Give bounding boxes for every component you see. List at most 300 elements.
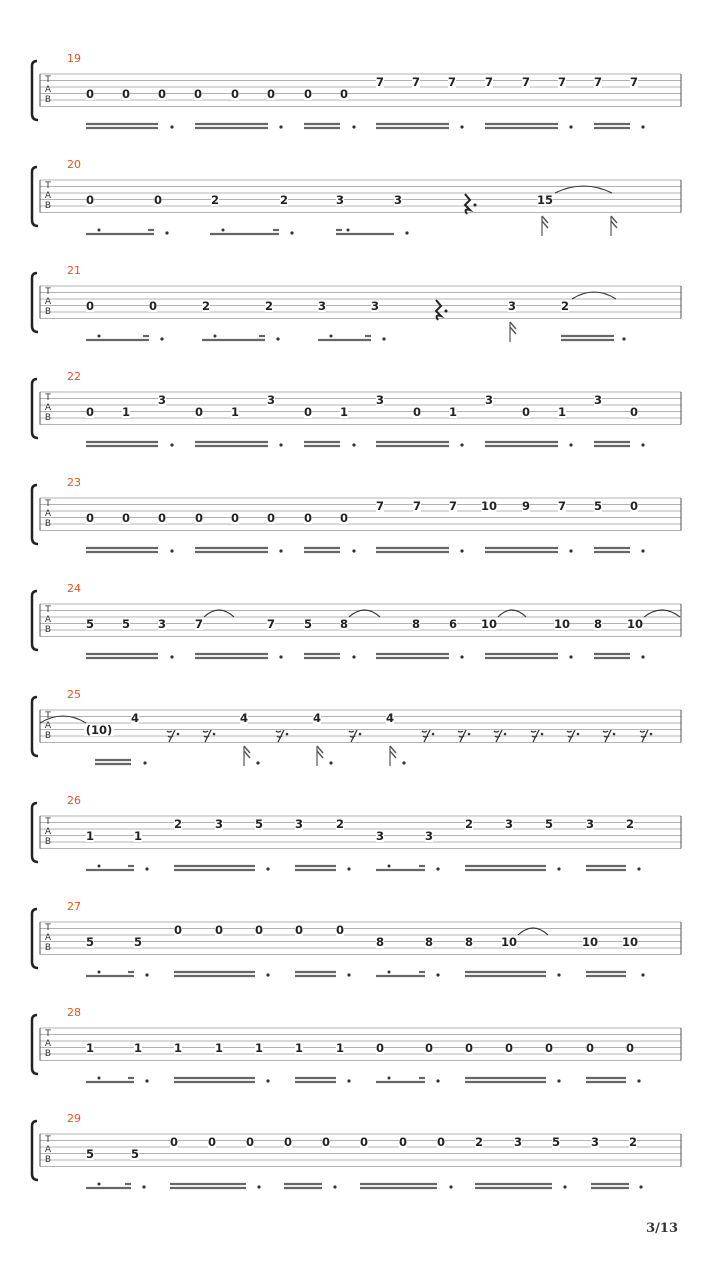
tie-arc <box>518 928 548 935</box>
tab-letter: A <box>44 1039 52 1049</box>
fret-number: 3 <box>393 193 403 207</box>
fret-number: 1 <box>254 1041 264 1055</box>
fret-number: 1 <box>214 1041 224 1055</box>
fret-number: 8 <box>593 617 603 631</box>
tab-letter: T <box>45 75 51 85</box>
rhythm-dot <box>279 125 282 128</box>
rhythm-dot <box>170 125 173 128</box>
rhythm-dot <box>256 761 259 764</box>
rhythm-dot <box>170 655 173 658</box>
fret-number: 1 <box>557 405 567 419</box>
measure-number: 24 <box>67 582 81 595</box>
fret-number: 5 <box>85 617 95 631</box>
tab-letter: T <box>45 711 51 721</box>
note-dot <box>388 1077 391 1080</box>
rhythm-dot <box>143 761 146 764</box>
fret-number: 7 <box>266 617 276 631</box>
rhythm-dot <box>436 1079 439 1082</box>
fret-number: 2 <box>464 817 474 831</box>
fret-number: 6 <box>448 617 458 631</box>
rest-dot <box>474 204 477 207</box>
note-dot <box>98 1183 101 1186</box>
rhythm-dot <box>622 337 625 340</box>
rest-flag <box>510 322 516 334</box>
fret-number: 0 <box>85 87 95 101</box>
rhythm-dot <box>352 125 355 128</box>
tab-letter: T <box>45 181 51 191</box>
measure-number: 29 <box>67 1112 81 1125</box>
rest-dot <box>613 733 616 736</box>
fret-number: 3 <box>294 817 304 831</box>
rhythm-dot <box>145 1079 148 1082</box>
rest-flag <box>317 746 323 758</box>
fret-number: 7 <box>412 499 422 513</box>
fret-number: 3 <box>484 393 494 407</box>
measure-number: 28 <box>67 1006 81 1019</box>
tie-arc <box>349 610 380 617</box>
rest-dot <box>577 733 580 736</box>
fret-number: 3 <box>507 299 517 313</box>
fret-number: 0 <box>193 87 203 101</box>
tab-letter: A <box>44 1145 52 1155</box>
fret-number: 0 <box>194 405 204 419</box>
fret-number: 7 <box>629 75 639 89</box>
measure-number: 20 <box>67 158 81 171</box>
fret-number: 3 <box>590 1135 600 1149</box>
rhythm-dot <box>170 443 173 446</box>
tab-letter: A <box>44 191 52 201</box>
note-dot <box>214 335 217 338</box>
rhythm-dot <box>170 549 173 552</box>
fret-number: 5 <box>254 817 264 831</box>
fret-number: 8 <box>411 617 421 631</box>
fret-number: 3 <box>585 817 595 831</box>
tab-letter: T <box>45 393 51 403</box>
fret-number: 0 <box>230 511 240 525</box>
rhythm-dot <box>639 1185 642 1188</box>
note-dot <box>347 229 350 232</box>
fret-number: 0 <box>230 87 240 101</box>
fret-number: 0 <box>629 499 639 513</box>
tab-letter: T <box>45 923 51 933</box>
fret-number: 0 <box>303 405 313 419</box>
fret-number: 4 <box>239 711 249 725</box>
system-bracket <box>32 1015 38 1074</box>
fret-number: 1 <box>133 829 143 843</box>
tab-letter: A <box>44 827 52 837</box>
fret-number: 3 <box>375 393 385 407</box>
tab-letter: T <box>45 605 51 615</box>
fret-number: 3 <box>504 817 514 831</box>
note-dot <box>98 971 101 974</box>
fret-number: 4 <box>385 711 395 725</box>
tab-system <box>32 370 681 447</box>
fret-number: 5 <box>85 1147 95 1161</box>
fret-number: 0 <box>424 1041 434 1055</box>
fret-number: 3 <box>266 393 276 407</box>
system-bracket <box>32 1121 38 1180</box>
tab-letter: A <box>44 721 52 731</box>
fret-number: 5 <box>593 499 603 513</box>
page-number: 3/13 <box>646 1221 678 1236</box>
fret-number: 0 <box>339 87 349 101</box>
tab-letter: B <box>44 1049 52 1059</box>
quarter-rest <box>465 194 470 214</box>
tab-letter: B <box>44 413 52 423</box>
note-dot <box>98 1077 101 1080</box>
tab-system <box>32 582 681 659</box>
fret-number: 1 <box>133 1041 143 1055</box>
system-bracket <box>32 379 38 438</box>
fret-number: 2 <box>628 1135 638 1149</box>
fret-number: 0 <box>121 87 131 101</box>
rhythm-dot <box>347 867 350 870</box>
tab-system <box>32 476 681 553</box>
tab-letter: T <box>45 1135 51 1145</box>
measure-number: 21 <box>67 264 81 277</box>
rhythm-dot <box>641 655 644 658</box>
fret-number: 0 <box>412 405 422 419</box>
rest-dot <box>213 733 216 736</box>
rest-dot <box>541 733 544 736</box>
fret-number: 10 <box>480 617 498 631</box>
measure-number: 26 <box>67 794 81 807</box>
fret-number: 10 <box>626 617 644 631</box>
tie-arc <box>572 292 616 299</box>
tab-letter: A <box>44 297 52 307</box>
fret-number: 7 <box>375 75 385 89</box>
fret-number: 0 <box>153 193 163 207</box>
tab-letter: B <box>44 837 52 847</box>
note-dot <box>388 865 391 868</box>
tab-system <box>32 794 681 871</box>
rhythm-dot <box>347 1079 350 1082</box>
tab-letter: B <box>44 519 52 529</box>
system-bracket <box>32 909 38 968</box>
fret-number: 2 <box>335 817 345 831</box>
rhythm-dot <box>266 1079 269 1082</box>
rest-flag <box>244 746 250 758</box>
rest-flag <box>542 216 548 228</box>
fret-number: 0 <box>436 1135 446 1149</box>
fret-number: 3 <box>513 1135 523 1149</box>
tab-letter: A <box>44 509 52 519</box>
tab-letter: B <box>44 943 52 953</box>
note-dot <box>98 865 101 868</box>
tab-letter: T <box>45 499 51 509</box>
tab-letter: B <box>44 201 52 211</box>
fret-number: 0 <box>85 299 95 313</box>
system-bracket <box>32 803 38 862</box>
fret-number: 2 <box>173 817 183 831</box>
tie-arc <box>498 610 526 617</box>
fret-number: 1 <box>335 1041 345 1055</box>
tab-letter: T <box>45 287 51 297</box>
fret-number: 1 <box>230 405 240 419</box>
fret-number: 10 <box>480 499 498 513</box>
rhythm-dot <box>352 549 355 552</box>
rhythm-dot <box>405 231 408 234</box>
rhythm-dot <box>449 1185 452 1188</box>
fret-number: 1 <box>121 405 131 419</box>
rhythm-dot <box>257 1185 260 1188</box>
fret-number: 2 <box>264 299 274 313</box>
fret-number: 0 <box>194 511 204 525</box>
tab-letter: A <box>44 933 52 943</box>
rhythm-dot <box>637 867 640 870</box>
rhythm-dot <box>460 125 463 128</box>
rhythm-dot <box>460 443 463 446</box>
tab-letter: A <box>44 615 52 625</box>
rest-flag <box>390 746 396 758</box>
fret-number: 7 <box>447 75 457 89</box>
rhythm-dot <box>460 549 463 552</box>
rhythm-dot <box>569 443 572 446</box>
fret-number: 0 <box>521 405 531 419</box>
fret-number: 0 <box>283 1135 293 1149</box>
rhythm-dot <box>557 867 560 870</box>
rhythm-dot <box>641 125 644 128</box>
tab-system <box>32 1112 681 1189</box>
quarter-rest <box>436 300 441 320</box>
tab-system <box>32 1006 681 1083</box>
rhythm-dot <box>637 1079 640 1082</box>
tab-letter: B <box>44 1155 52 1165</box>
measure-number: 27 <box>67 900 81 913</box>
fret-number: 0 <box>321 1135 331 1149</box>
fret-number: 3 <box>335 193 345 207</box>
fret-number: 0 <box>359 1135 369 1149</box>
fret-number: 2 <box>560 299 570 313</box>
system-bracket <box>32 61 38 120</box>
fret-number: 7 <box>593 75 603 89</box>
fret-number: 0 <box>157 87 167 101</box>
tab-system <box>32 900 681 977</box>
tab-letter: A <box>44 403 52 413</box>
fret-number: 3 <box>317 299 327 313</box>
fret-number: 3 <box>157 393 167 407</box>
tab-letter: B <box>44 95 52 105</box>
note-dot <box>222 229 225 232</box>
fret-number: 10 <box>621 935 639 949</box>
rhythm-dot <box>563 1185 566 1188</box>
fret-number: 0 <box>207 1135 217 1149</box>
fret-number: 10 <box>581 935 599 949</box>
rhythm-dot <box>266 867 269 870</box>
note-dot <box>98 229 101 232</box>
rhythm-dot <box>333 1185 336 1188</box>
fret-number: 7 <box>448 499 458 513</box>
tab-system <box>32 688 681 766</box>
fret-number: 1 <box>85 829 95 843</box>
fret-number: 0 <box>245 1135 255 1149</box>
rest-dot <box>468 733 471 736</box>
fret-number: 2 <box>474 1135 484 1149</box>
tab-system <box>32 158 681 236</box>
rhythm-dot <box>279 443 282 446</box>
measure-number: 19 <box>67 52 81 65</box>
fret-number: 3 <box>593 393 603 407</box>
fret-number: 0 <box>544 1041 554 1055</box>
fret-number: 5 <box>303 617 313 631</box>
fret-number: 3 <box>157 617 167 631</box>
rest-dot <box>504 733 507 736</box>
fret-number: 2 <box>201 299 211 313</box>
fret-number: 8 <box>424 935 434 949</box>
fret-number: 5 <box>551 1135 561 1149</box>
fret-number: 7 <box>375 499 385 513</box>
fret-number: 0 <box>585 1041 595 1055</box>
system-bracket <box>32 273 38 332</box>
rest-dot <box>286 733 289 736</box>
fret-number: 0 <box>335 923 345 937</box>
rhythm-dot <box>329 761 332 764</box>
rhythm-dot <box>382 337 385 340</box>
fret-number: 5 <box>544 817 554 831</box>
fret-number: 7 <box>521 75 531 89</box>
fret-number: 3 <box>375 829 385 843</box>
fret-number: 0 <box>629 405 639 419</box>
fret-number: 7 <box>411 75 421 89</box>
tie-arc <box>644 610 680 617</box>
rhythm-dot <box>266 973 269 976</box>
rhythm-dot <box>352 655 355 658</box>
rest-dot <box>359 733 362 736</box>
fret-number: 10 <box>553 617 571 631</box>
fret-number: 0 <box>294 923 304 937</box>
fret-number: 5 <box>130 1147 140 1161</box>
rhythm-dot <box>279 655 282 658</box>
rhythm-dot <box>347 973 350 976</box>
fret-number: 7 <box>557 499 567 513</box>
measure-number: 23 <box>67 476 81 489</box>
rhythm-dot <box>165 231 168 234</box>
fret-number: 0 <box>339 511 349 525</box>
rhythm-dot <box>436 973 439 976</box>
rest-flag <box>611 216 617 228</box>
rhythm-dot <box>145 973 148 976</box>
fret-number: 1 <box>173 1041 183 1055</box>
tab-letter: B <box>44 625 52 635</box>
fret-number: 0 <box>375 1041 385 1055</box>
tab-letter: T <box>45 817 51 827</box>
fret-number: 3 <box>424 829 434 843</box>
fret-number: 0 <box>85 511 95 525</box>
fret-number: 2 <box>625 817 635 831</box>
fret-number: 0 <box>214 923 224 937</box>
fret-number: 4 <box>312 711 322 725</box>
fret-number: 9 <box>521 499 531 513</box>
rest-dot <box>650 733 653 736</box>
rhythm-dot <box>160 337 163 340</box>
fret-number: 2 <box>210 193 220 207</box>
fret-number: 0 <box>254 923 264 937</box>
rhythm-dot <box>557 973 560 976</box>
fret-number: 0 <box>85 405 95 419</box>
fret-number: 15 <box>536 193 554 207</box>
rhythm-dot <box>402 761 405 764</box>
rest-dot <box>432 733 435 736</box>
fret-number: 1 <box>85 1041 95 1055</box>
fret-number: 7 <box>484 75 494 89</box>
rest-dot <box>445 310 448 313</box>
fret-number: 0 <box>148 299 158 313</box>
fret-number: 0 <box>173 923 183 937</box>
tab-letter: A <box>44 85 52 95</box>
fret-number: 1 <box>448 405 458 419</box>
tab-letter: B <box>44 307 52 317</box>
system-bracket <box>32 167 38 226</box>
rhythm-dot <box>557 1079 560 1082</box>
tab-system <box>32 264 681 342</box>
rhythm-dot <box>142 1185 145 1188</box>
rhythm-dot <box>352 443 355 446</box>
fret-number: 0 <box>303 87 313 101</box>
tie-arc <box>555 186 612 193</box>
fret-number: 0 <box>625 1041 635 1055</box>
fret-number: 1 <box>339 405 349 419</box>
fret-number: 0 <box>398 1135 408 1149</box>
fret-number: 0 <box>169 1135 179 1149</box>
system-bracket <box>32 591 38 650</box>
rhythm-dot <box>276 337 279 340</box>
fret-number: 0 <box>303 511 313 525</box>
note-dot <box>98 335 101 338</box>
system-bracket <box>32 485 38 544</box>
rhythm-dot <box>641 973 644 976</box>
fret-number: 0 <box>85 193 95 207</box>
rhythm-dot <box>145 867 148 870</box>
fret-number: 5 <box>85 935 95 949</box>
fret-number: 7 <box>557 75 567 89</box>
fret-number: 0 <box>121 511 131 525</box>
tab-letter: T <box>45 1029 51 1039</box>
rhythm-dot <box>460 655 463 658</box>
fret-number: 4 <box>130 711 140 725</box>
fret-number: 0 <box>266 511 276 525</box>
system-bracket <box>32 697 38 756</box>
rhythm-dot <box>569 549 572 552</box>
fret-number: 0 <box>266 87 276 101</box>
fret-number: 7 <box>194 617 204 631</box>
measure-number: 22 <box>67 370 81 383</box>
fret-number: (10) <box>85 723 113 737</box>
fret-number: 0 <box>464 1041 474 1055</box>
rhythm-dot <box>641 549 644 552</box>
measure-number: 25 <box>67 688 81 701</box>
rhythm-dot <box>569 655 572 658</box>
tab-system <box>32 52 681 129</box>
fret-number: 2 <box>279 193 289 207</box>
note-dot <box>388 971 391 974</box>
rest-dot <box>177 733 180 736</box>
rhythm-dot <box>290 231 293 234</box>
fret-number: 0 <box>504 1041 514 1055</box>
fret-number: 3 <box>214 817 224 831</box>
fret-number: 3 <box>370 299 380 313</box>
rhythm-dot <box>641 443 644 446</box>
rhythm-dot <box>436 867 439 870</box>
fret-number: 5 <box>121 617 131 631</box>
fret-number: 0 <box>157 511 167 525</box>
fret-number: 8 <box>339 617 349 631</box>
tie-arc <box>204 610 234 617</box>
note-dot <box>330 335 333 338</box>
rhythm-dot <box>279 549 282 552</box>
fret-number: 5 <box>133 935 143 949</box>
fret-number: 8 <box>464 935 474 949</box>
tab-letter: B <box>44 731 52 741</box>
